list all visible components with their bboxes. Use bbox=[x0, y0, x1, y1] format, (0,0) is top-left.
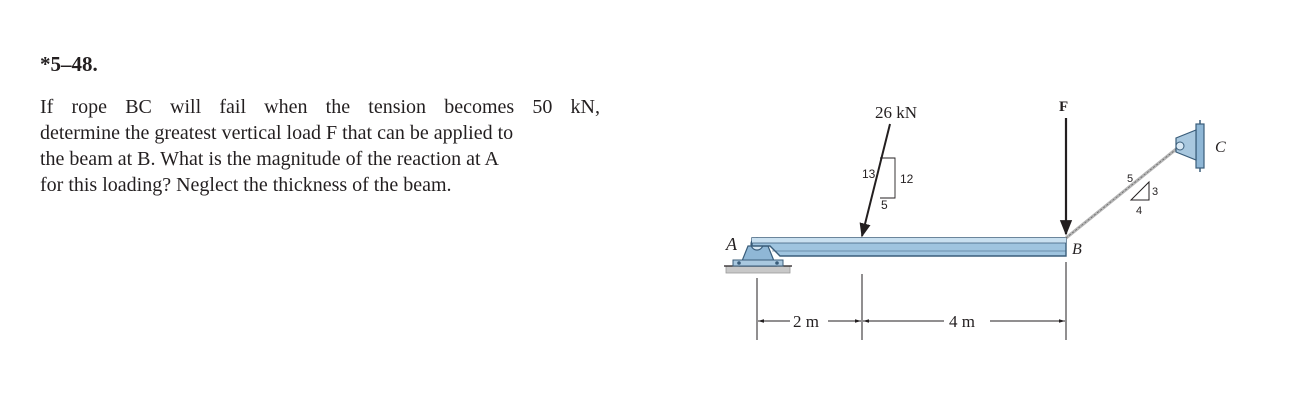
label-rope-slope-3: 3 bbox=[1152, 186, 1159, 198]
label-dim-2m: 2 m bbox=[793, 312, 819, 331]
label-force-f: F bbox=[1059, 99, 1069, 115]
wall-support-c bbox=[1176, 120, 1204, 172]
load-slope-triangle bbox=[880, 158, 895, 198]
label-slope-12: 12 bbox=[900, 172, 914, 186]
beam bbox=[752, 238, 1066, 256]
ground-hatch bbox=[726, 266, 790, 273]
label-point-a: A bbox=[726, 234, 737, 254]
label-point-c: C bbox=[1215, 139, 1226, 156]
label-26kn: 26 kN bbox=[875, 103, 918, 122]
problem-line-2: determine the greatest vertical load F that can be applied to bbox=[40, 122, 514, 144]
label-slope-5: 5 bbox=[881, 198, 888, 212]
problem-line-1: If rope BC will fail when the tension becomes 50 kN, bbox=[40, 96, 600, 118]
label-dim-4m: 4 m bbox=[949, 312, 975, 331]
ground-a bbox=[724, 266, 792, 273]
problem-line-3: the beam at B. What is the magnitude of the reaction at A bbox=[40, 148, 499, 170]
label-rope-slope-4: 4 bbox=[1136, 205, 1143, 217]
problem-number: *5–48. bbox=[40, 52, 98, 76]
label-slope-13: 13 bbox=[862, 167, 876, 181]
label-rope-slope-5: 5 bbox=[1127, 173, 1134, 185]
label-point-b: B bbox=[1072, 241, 1082, 258]
problem-line-4: for this loading? Neglect the thickness of the beam. bbox=[40, 174, 452, 196]
